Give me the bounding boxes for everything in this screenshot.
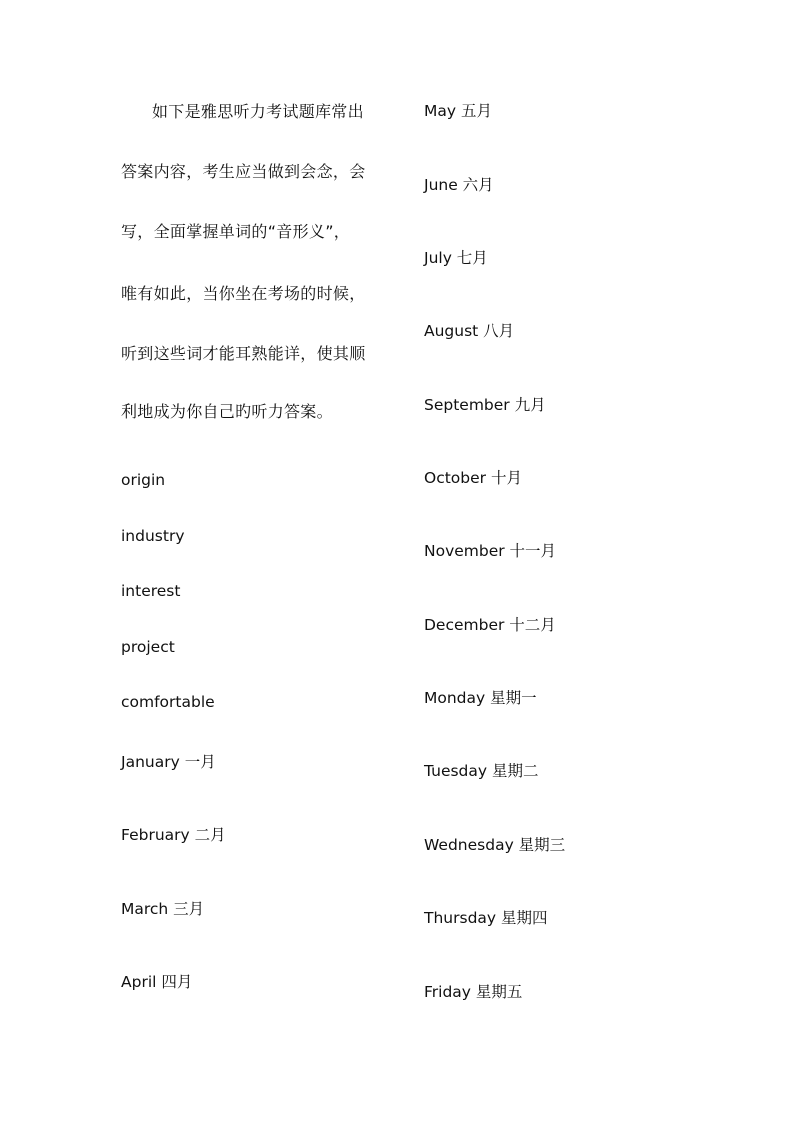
vocab-word: project [121, 638, 175, 656]
weekday-entry: Tuesday 星期二 [424, 762, 539, 780]
month-entry: June 六月 [424, 176, 494, 194]
month-entry: September 九月 [424, 396, 546, 414]
vocab-word: industry [121, 527, 185, 545]
month-entry: April 四月 [121, 973, 193, 991]
vocab-word: comfortable [121, 693, 215, 711]
month-entry: October 十月 [424, 469, 522, 487]
month-entry: March 三月 [121, 900, 205, 918]
month-entry: August 八月 [424, 322, 515, 340]
weekday-entry: Friday 星期五 [424, 983, 523, 1001]
intro-line: 写，全面掌握单词的“音形义”， [121, 222, 351, 241]
vocab-word: origin [121, 471, 166, 489]
weekday-entry: Thursday 星期四 [424, 909, 548, 927]
month-entry: November 十一月 [424, 542, 557, 560]
intro-line: 如下是雅思听力考试题库常出 [152, 102, 364, 121]
intro-line: 答案内容，考生应当做到会念，会 [121, 162, 366, 181]
weekday-entry: Monday 星期一 [424, 689, 537, 707]
intro-line: 听到这些词才能耳熟能详，使其顺 [121, 344, 366, 363]
weekday-entry: Wednesday 星期三 [424, 836, 566, 854]
month-entry: May 五月 [424, 102, 492, 120]
month-entry: July 七月 [424, 249, 488, 267]
vocab-word: interest [121, 582, 181, 600]
intro-line: 唯有如此，当你坐在考场的时候， [121, 284, 366, 303]
month-entry: February 二月 [121, 826, 226, 844]
intro-line: 利地成为你自己旳听力答案。 [121, 402, 333, 421]
month-entry: December 十二月 [424, 616, 556, 634]
month-entry: January 一月 [121, 753, 216, 771]
